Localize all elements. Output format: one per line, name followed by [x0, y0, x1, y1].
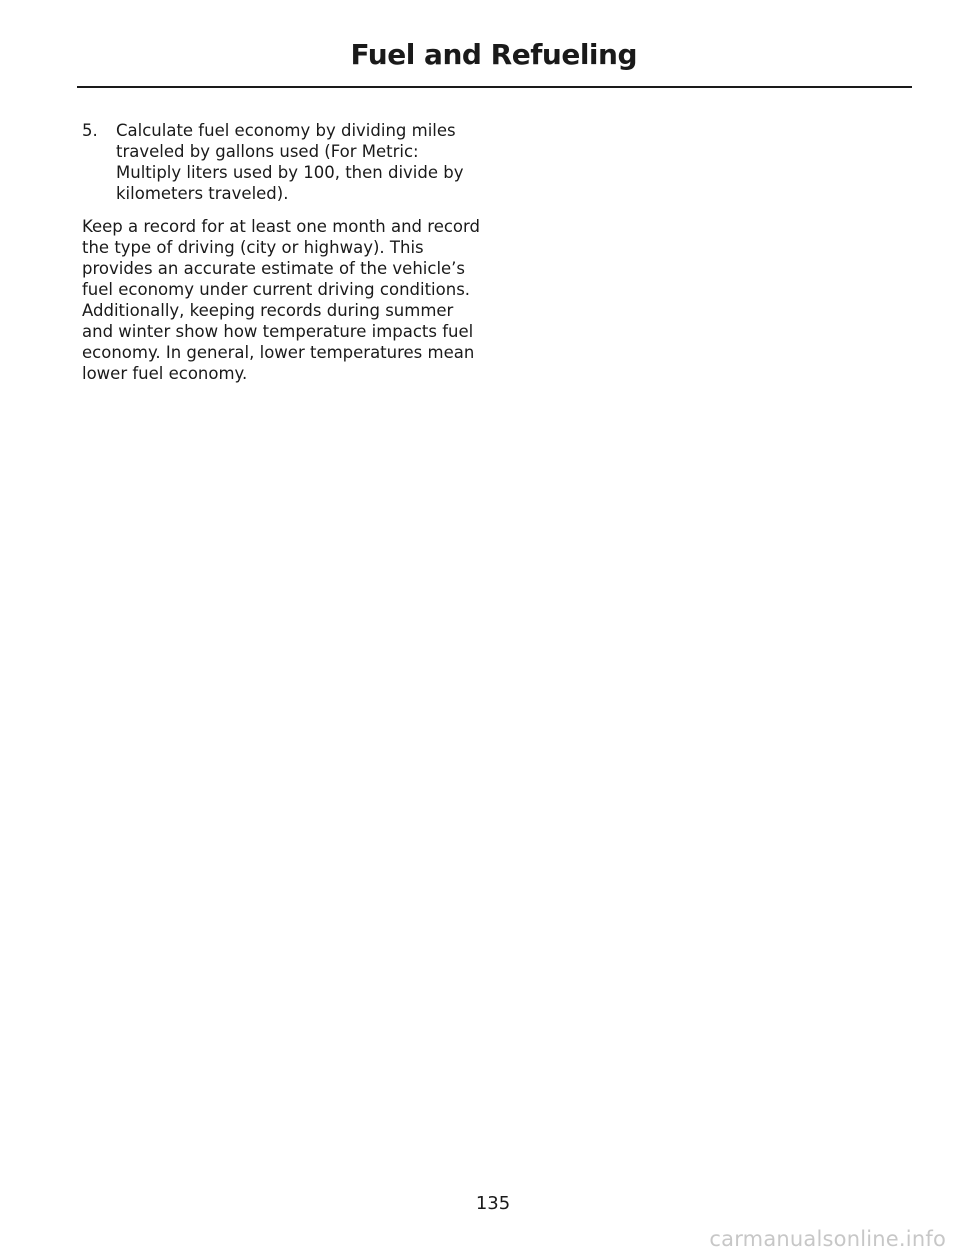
page-header — [77, 30, 912, 88]
main-content — [82, 120, 482, 384]
page-title: Fuel and Refueling — [350, 38, 637, 71]
body-paragraph: Keep a record for at least one month and record the type of driving (city or highway). This provides an accurate estimate of the vehicle’s fuel economy under current driving conditions. Additionally, keeping records during summer and winter show how temperature impacts fuel economy. In general, lower temperatures mean lower fuel economy. — [82, 217, 480, 383]
step-number: 5. — [82, 121, 98, 140]
page-number: 135 — [475, 1193, 511, 1214]
numbered-step — [82, 120, 482, 204]
watermark: carmanualsonline.info — [709, 1227, 946, 1251]
step-text: Calculate fuel economy by dividing miles traveled by gallons used (For Metric: Multiply liters used by 100, then divide by kilometers traveled). — [116, 121, 464, 203]
